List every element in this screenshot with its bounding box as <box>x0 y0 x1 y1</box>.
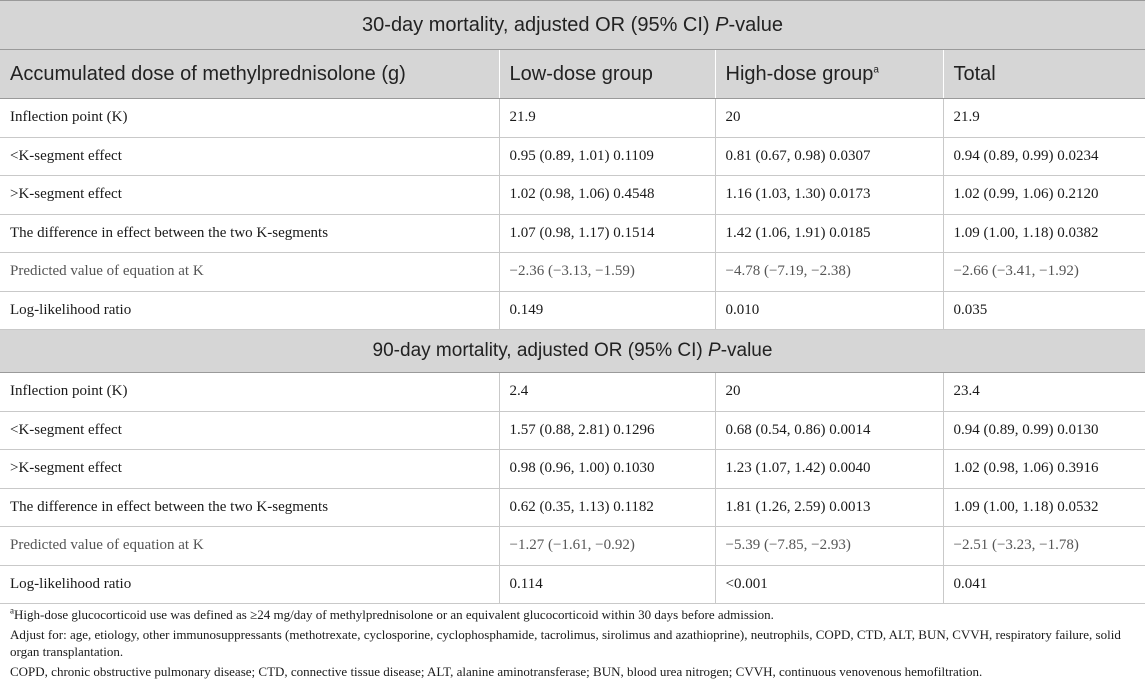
col-header-total: Total <box>943 50 1145 99</box>
table-row: <K-segment effect 1.57 (0.88, 2.81) 0.1296 0.68 (0.54, 0.86) 0.0014 0.94 (0.89, 0.99) 0.0130 <box>0 411 1145 450</box>
table-footnotes <box>0 606 1145 683</box>
col-header-dose: Accumulated dose of methylprednisolone (g) <box>0 50 499 99</box>
table-row: Log-likelihood ratio 0.149 0.010 0.035 <box>0 291 1145 330</box>
table-row: Predicted value of equation at K −1.27 (−1.61, −0.92) −5.39 (−7.85, −2.93) −2.51 (−3.23, −1.78) <box>0 527 1145 566</box>
table-row: >K-segment effect 0.98 (0.96, 1.00) 0.1030 1.23 (1.07, 1.42) 0.0040 1.02 (0.98, 1.06) 0.3916 <box>0 450 1145 489</box>
table-row: <K-segment effect 0.95 (0.89, 1.01) 0.1109 0.81 (0.67, 0.98) 0.0307 0.94 (0.89, 0.99) 0.0234 <box>0 137 1145 176</box>
section-30-day-header <box>0 1 1145 50</box>
table-row: Inflection point (K) 21.9 20 21.9 <box>0 99 1145 138</box>
col-header-low: Low-dose group <box>499 50 715 99</box>
footnote-adjust: Adjust for: age, etiology, other immunosuppressants (methotrexate, cyclosporine, cyclophosphamide, tacrolimus, sirolimus and azathioprine), neutrophils, COPD, CTD, ALT, BUN, CVVH, respiratory failure, solid organ transplantation. <box>10 627 1121 659</box>
footnote-a: $^a$High-dose glucocorticoid use was defined as ≥24 mg/day of methylprednisolone or an equivalent glucocorticoid within 30 days before admission. <box>10 605 774 622</box>
column-header-row <box>0 50 1145 99</box>
table-row: The difference in effect between the two K-segments 0.62 (0.35, 1.13) 0.1182 1.81 (1.26, 2.59) 0.0013 1.09 (1.00, 1.18) 0.0532 <box>0 488 1145 527</box>
table-row: Log-likelihood ratio 0.114 <0.001 0.041 <box>0 565 1145 604</box>
section-90-day-title: 90-day mortality, adjusted OR (95% CI) P-value <box>0 330 1145 373</box>
table-row: >K-segment effect 1.02 (0.98, 1.06) 0.4548 1.16 (1.03, 1.30) 0.0173 1.02 (0.99, 1.06) 0.2120 <box>0 176 1145 215</box>
col-header-high: High-dose group$^a$ <box>715 50 943 99</box>
table-row: The difference in effect between the two K-segments 1.07 (0.98, 1.17) 0.1514 1.42 (1.06, 1.91) 0.0185 1.09 (1.00, 1.18) 0.0382 <box>0 214 1145 253</box>
section-90-day-header <box>0 330 1145 373</box>
footnote-abbreviations: COPD, chronic obstructive pulmonary disease; CTD, connective tissue disease; ALT, alanine aminotransferase; BUN, blood urea nitrogen; CVVH, continuous venovenous hemofiltration. <box>10 664 983 679</box>
section-30-day-title: 30-day mortality, adjusted OR (95% CI) P-value <box>0 1 1145 50</box>
table-row: Predicted value of equation at K −2.36 (−3.13, −1.59) −4.78 (−7.19, −2.38) −2.66 (−3.41, −1.92) <box>0 253 1145 292</box>
table-row: Inflection point (K) 2.4 20 23.4 <box>0 373 1145 412</box>
